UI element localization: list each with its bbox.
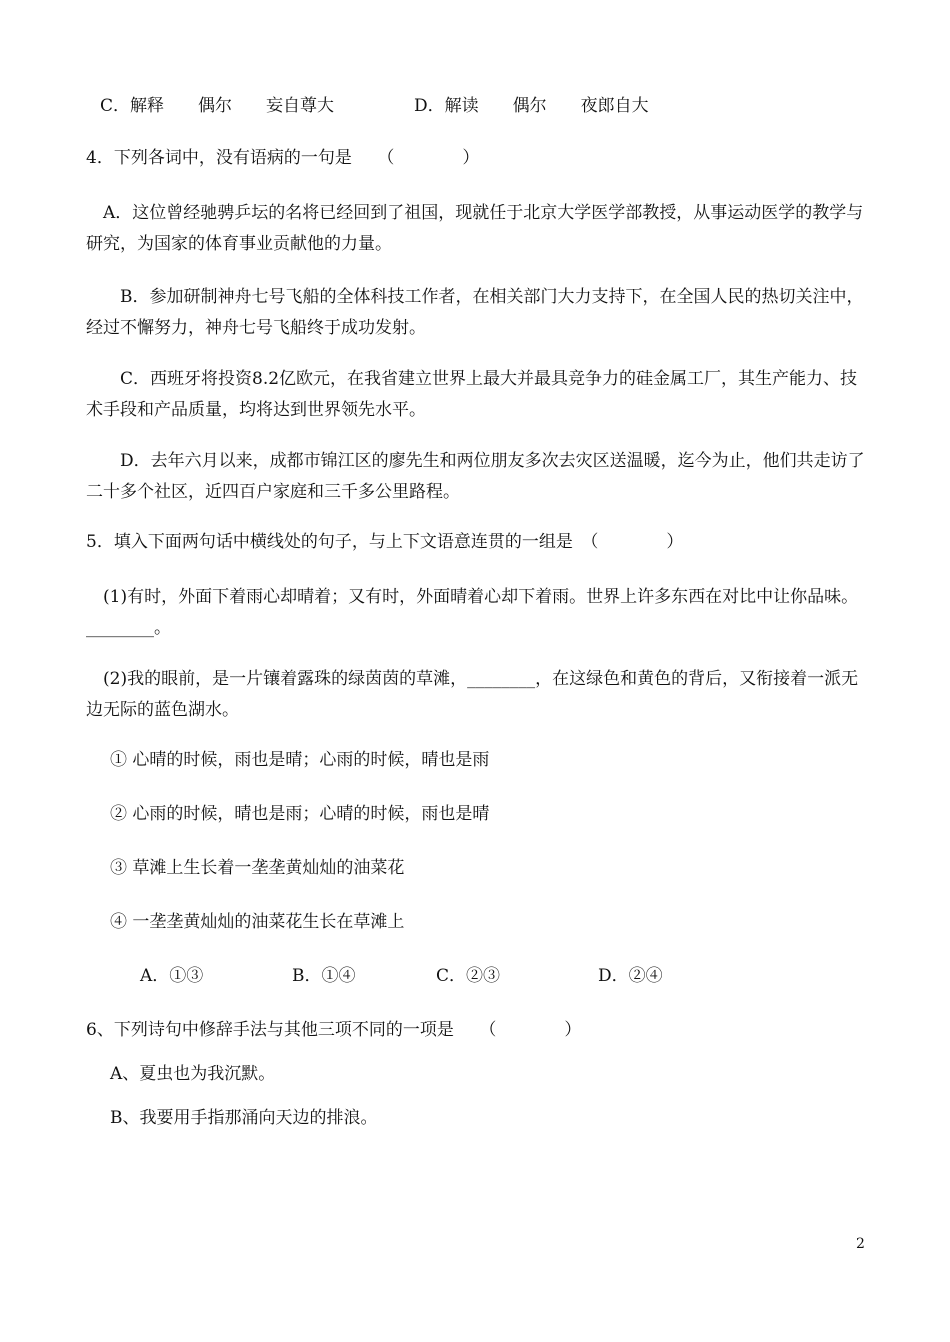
question-6-option-b: B、我要用手指那涌向天边的排浪。 bbox=[110, 1108, 378, 1128]
option-d: D．解读 偶尔 夜郎自大 bbox=[414, 96, 649, 116]
choice-c: C．②③ bbox=[436, 966, 501, 986]
question-5-sentence-1: (1)有时，外面下着雨心却晴着；又有时，外面晴着心却下着雨。世界上许多东西在对比中让你品味。________。 bbox=[86, 587, 859, 638]
question-4-option-a: A．这位曾经驰骋乒坛的名将已经回到了祖国，现就任于北京大学医学部教授，从事运动医学的教学与研究，为国家的体育事业贡献他的力量。 bbox=[86, 203, 864, 254]
choice-d: D．②④ bbox=[598, 966, 663, 986]
question-5-item-2: ② 心雨的时候，晴也是雨；心晴的时候，雨也是晴 bbox=[110, 804, 490, 824]
question-5-sentence-2: (2)我的眼前，是一片镶着露珠的绿茵茵的草滩，________，在这绿色和黄色的背后，又衔接着一派无边无际的蓝色湖水。 bbox=[86, 669, 859, 720]
question-6-stem: 6、下列诗句中修辞手法与其他三项不同的一项是 （ ） bbox=[86, 1020, 582, 1040]
question-4-option-b: B．参加研制神舟七号飞船的全体科技工作者，在相关部门大力支持下，在全国人民的热切关注中，经过不懈努力，神舟七号飞船终于成功发射。 bbox=[86, 287, 864, 338]
option-c: C．解释 偶尔 妄自尊大 bbox=[100, 96, 335, 116]
question-4-stem: 4．下列各词中，没有语病的一句是 （ ） bbox=[86, 148, 480, 168]
question-4-option-c: C．西班牙将投资8.2亿欧元，在我省建立世界上最大并最具竞争力的硅金属工厂，其生产能力、技术手段和产品质量，均将达到世界领先水平。 bbox=[86, 369, 858, 420]
choice-a: A．①③ bbox=[140, 966, 204, 986]
page-number: 2 bbox=[856, 1236, 865, 1252]
question-6-option-a: A、夏虫也为我沉默。 bbox=[110, 1064, 276, 1084]
question-5-item-1: ① 心晴的时候，雨也是晴；心雨的时候，晴也是雨 bbox=[110, 750, 490, 770]
question-5-item-3: ③ 草滩上生长着一垄垄黄灿灿的油菜花 bbox=[110, 858, 405, 878]
question-5-item-4: ④ 一垄垄黄灿灿的油菜花生长在草滩上 bbox=[110, 912, 405, 932]
question-5-stem: 5．填入下面两句话中横线处的句子，与上下文语意连贯的一组是 （ ） bbox=[86, 532, 684, 552]
choice-b: B．①④ bbox=[292, 966, 356, 986]
question-4-option-d: D．去年六月以来，成都市锦江区的廖先生和两位朋友多次去灾区送温暖，迄今为止，他们共走访了二十多个社区，近四百户家庭和三千多公里路程。 bbox=[86, 451, 865, 502]
